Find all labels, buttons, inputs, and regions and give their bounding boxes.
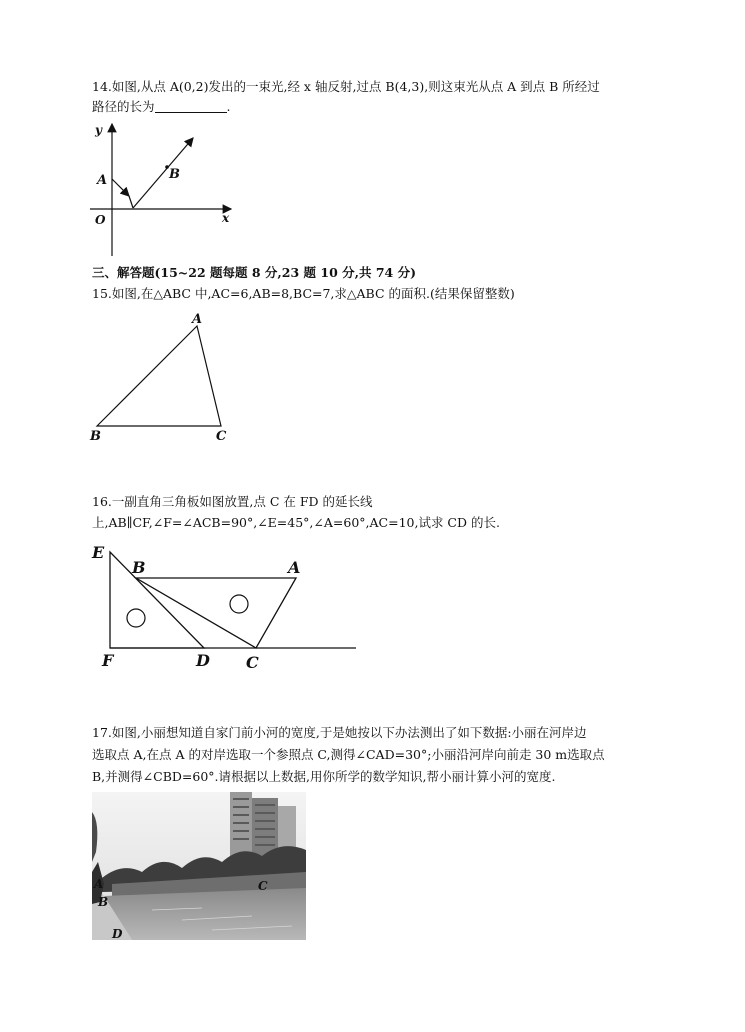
q14-text-line2-post: .: [226, 99, 231, 114]
q16-label-e: E: [92, 543, 105, 562]
q17-label-a: A: [94, 877, 104, 891]
q16-triangle-efd: [110, 552, 204, 648]
q14-label-b: B: [169, 167, 180, 182]
q16-hole-left: [127, 609, 145, 627]
q17-label-b: B: [98, 895, 109, 909]
q16-text-line1: 16.一副直角三角板如图放置,点 C 在 FD 的延长线: [92, 494, 373, 509]
q15-figure: [85, 308, 245, 448]
q14-text-line1: 14.如图,从点 A(0,2)发出的一束光,经 x 轴反射,过点 B(4,3),则这束光从点 A 到点 B 所经过: [92, 79, 600, 94]
q15-label-c: C: [216, 429, 227, 444]
q16-label-a: A: [288, 558, 301, 577]
q14-label-y: y: [95, 123, 102, 137]
q14-label-o: O: [95, 213, 106, 227]
q17-text-line1: 17.如图,小丽想知道自家门前小河的宽度,于是她按以下办法测出了如下数据:小丽在河岸边: [92, 725, 587, 740]
q16-figure: [88, 540, 363, 672]
section3-title: 三、解答题(15~22 题每题 8 分,23 题 10 分,共 74 分): [92, 265, 416, 280]
q15-label-a: A: [192, 312, 203, 327]
q16-text-line2: 上,AB∥CF,∠F=∠ACB=90°,∠E=45°,∠A=60°,AC=10,试求 CD 的长.: [92, 515, 500, 530]
q16-hole-right: [230, 595, 248, 613]
q16-triangle-bac: [136, 578, 296, 648]
q17-text-line3: B,并测得∠CBD=60°.请根据以上数据,用你所学的数学知识,帮小丽计算小河的宽度.: [92, 769, 556, 784]
q15-label-b: B: [90, 429, 101, 444]
q14-answer-blank: [155, 100, 227, 113]
q15-text: 15.如图,在△ABC 中,AC=6,AB=8,BC=7,求△ABC 的面积.(结果保留整数): [92, 286, 515, 301]
q14-label-x: x: [222, 211, 230, 225]
q14-text-line2: [92, 98, 231, 116]
q17-river-photo: [92, 792, 306, 940]
q17-label-d: D: [112, 927, 123, 941]
q17-label-c: C: [258, 879, 268, 893]
q16-label-c: C: [246, 653, 259, 672]
q17-text-line2: 选取点 A,在点 A 的对岸选取一个参照点 C,测得∠CAD=30°;小丽沿河岸向前走 30 m选取点: [92, 747, 605, 762]
q16-label-d: D: [196, 651, 210, 670]
q16-label-f: F: [102, 651, 114, 670]
q14-ray-incident-end: [129, 196, 133, 208]
q14-text-line2-pre: 路径的长为: [92, 99, 155, 114]
q15-triangle: [97, 326, 221, 426]
q14-ray-reflected: [133, 138, 193, 208]
q14-figure: [85, 118, 245, 260]
q14-ray-incident: [112, 179, 129, 196]
q16-label-b: B: [132, 558, 146, 577]
q14-label-a: A: [97, 173, 108, 188]
